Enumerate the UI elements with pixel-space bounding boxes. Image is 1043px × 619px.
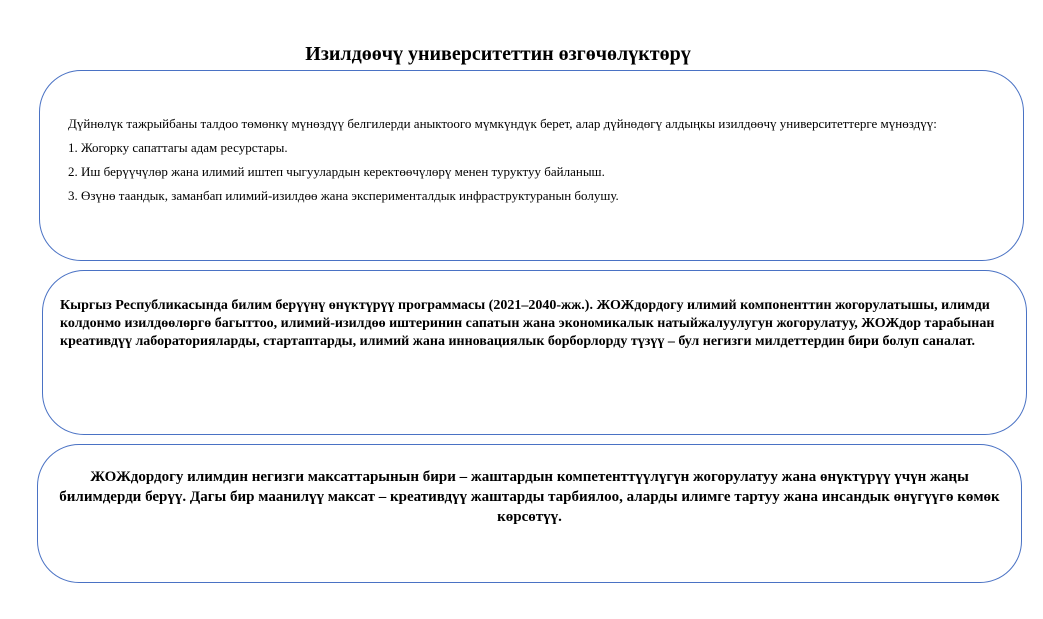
education-program-box xyxy=(42,270,1027,435)
page-title: Изилдөөчү университеттин өзгөчөлүктөрү xyxy=(305,43,691,65)
feature-item-3: 3. Өзүнө таандык, заманбап илимий-изилдөө жана эксперименталдык инфраструктуранын болушу. xyxy=(68,188,619,203)
features-intro: Дүйнөлүк тажрыйбаны талдоо төмөнкү мүнөздүү белгилерди аныктоого мүмкүндүк берет, алар дүйнөдөгү алдыңкы изилдөөчү университеттерге мүнөздүү: xyxy=(68,116,937,131)
research-university-features-box xyxy=(39,70,1024,261)
science-goals-text: ЖОЖдордогу илимдин негизги максаттарынын бири – жаштардын компетенттүүлүгүн жогорулатуу жана өнүктүрүү үчүн жаңы билимдерди берүү. Дагы бир маанилүү максат – креативдүү жаштарды тарбиялоо, аларды илимге тартуу жана инсандык өнүгүүгө көмөк көрсөтүү. xyxy=(59,469,1000,525)
feature-item-2: 2. Иш берүүчүлөр жана илимий иштеп чыгуулардын керектөөчүлөрү менен туруктуу байланыш. xyxy=(68,164,605,179)
features-content xyxy=(68,116,1013,212)
education-program-text: Кыргыз Республикасында билим берүүнү өнүктүрүү программасы (2021–2040-жж.). ЖОЖдордогу илимий компоненттин жогорулатышы, илимди колдонмо изилдөөлөргө багыттоо, илимий-изилдөө иштеринин сапатын жана экономикалык натыйжалуулугун жогорулатуу, ЖОЖдор тарабынан креативдүү лабораторияларды, стартаптарды, илимий жана инновациялык борборлорду түзүү – бул негизги милдеттердин бири болуп саналат. xyxy=(60,298,995,349)
science-goals-box xyxy=(37,444,1022,583)
feature-item-1: 1. Жогорку сапаттагы адам ресурстары. xyxy=(68,140,288,155)
